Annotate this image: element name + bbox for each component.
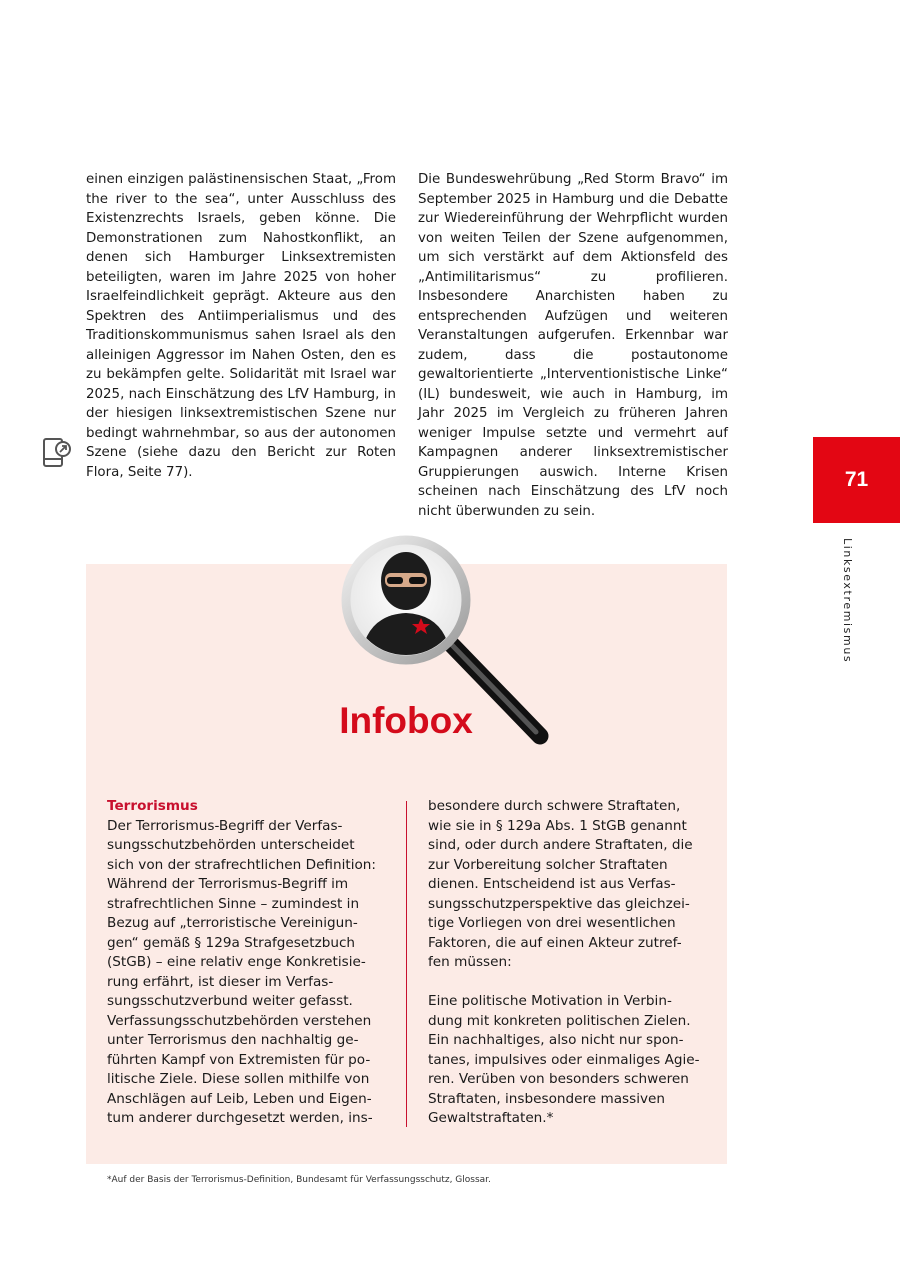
page-number-tab [813,437,900,523]
infobox-line: wie sie in § 129a Abs. 1 StGB genannt [428,817,687,834]
infobox-line: führten Kampf von Extremisten für po- [107,1051,371,1068]
infobox-line: Anschlägen auf Leib, Leben und Eigen- [107,1090,372,1107]
body-text-left: einen einzigen palästinensischen Staat, „From the river to the sea“, unter Ausschluss des Existenzrechts Israels, geben könne. Die Demonstrationen zum Nahostkonflikt, an denen sich Hamburger Linksextremisten beteiligten, waren im Jahre 2025 von hoher Israelfeindlichkeit geprägt. Akteure aus den Spektren des Antiimperialismus und des Traditionskommunismus sahen Israel als den alleinigen Aggressor im Nahen Osten, den es zu bekämpfen gelte. Solidarität mit Israel war 2025, nach Einschätzung des LfV Hamburg, in der hiesigen linksextremistischen Szene nur bedingt wahrnehmbar, so aus der autonomen Szene (siehe dazu den Bericht zur Roten Flora, Seite 77). [86,172,396,480]
infobox-line: Während der Terrorismus-Begriff im [107,876,349,892]
body-column-right [418,170,728,521]
infobox-line: litische Ziele. Diese sollen mithilfe von [107,1071,370,1087]
page-reference-icon[interactable] [42,436,72,470]
infobox-line: sungsschutzperspektive das gleichzei- [428,895,690,912]
infobox-line: Der Terrorismus-Begriff der Verfas- [107,817,343,834]
infobox-line: dung mit konkreten politischen Zielen. [428,1012,691,1029]
infobox-line: zur Vorbereitung solcher Straftaten [428,856,668,873]
infobox-line: Bezug auf „terroristische Vereinigun- [107,915,358,931]
body-column-left [86,170,396,482]
infobox-line: tige Vorliegen von drei wesentlichen [428,915,676,931]
infobox-line: Faktoren, die auf einen Akteur zutref- [428,934,682,951]
infobox-line: sich von der strafrechtlichen Definition: [107,856,377,873]
page-number: 71 [844,468,869,491]
infobox-line: Straftaten, insbesondere massiven [428,1090,666,1107]
infobox-line [428,973,706,993]
body-text-right: Die Bundeswehrübung „Red Storm Bravo“ im September 2025 in Hamburg und die Debatte zur Wiedereinführung der Wehrpflicht wurden von weiten Teilen der Szene aufgenommen, um sich verstärkt auf dem Aktionsfeld des „Antimilitarismus“ zu profilieren. Insbesondere Anarchisten haben zu entsprechenden Aufzügen und weiteren Veranstaltungen aufgerufen. Erkennbar war zudem, dass die postautonome gewaltorientierte „Interventionistische Linke“ (IL) bundesweit, wie auch in Hamburg, im Jahr 2025 im Vergleich zu früheren Jahren weniger Impulse setzte und vermehrt auf Kampagnen anderer linksextremistischer Gruppierungen auswich. Interne Krisen scheinen nach Einschätzung des LfV noch nicht überwunden zu sein. [418,172,728,519]
infobox-line: gen“ gemäß § 129a Strafgesetzbuch [107,934,356,951]
footnote: *Auf der Basis der Terrorismus-Definition, Bundesamt für Verfassungsschutz, Glossar. [107,1175,491,1185]
infobox-column-divider [406,801,407,1127]
section-label-text: Linksextremismus [841,538,854,664]
infobox-line: fen müssen: [428,954,512,970]
infobox-line: Ein nachhaltiges, also nicht nur spon- [428,1032,684,1048]
infobox-line: sungsschutzbehörden unterscheidet [107,837,355,853]
section-label [812,538,898,664]
infobox-line: rung erfährt, ist dieser im Verfas- [107,973,334,990]
infobox-line: ren. Verüben von besonders schweren [428,1071,689,1087]
infobox-line: besondere durch schwere Straftaten, [428,798,681,814]
infobox-line: tum anderer durchgesetzt werden, ins- [107,1110,373,1126]
infobox-column-left [107,797,385,1129]
infobox-line: Eine politische Motivation in Verbin- [428,993,672,1009]
infobox-title: Infobox [339,700,473,741]
infobox-line: strafrechtlichen Sinne – zumindest in [107,895,360,912]
infobox-line: unter Terrorismus den nachhaltig ge- [107,1032,359,1048]
infobox-line: sungsschutzverbund weiter gefasst. [107,993,353,1009]
infobox-line: Gewaltstraftaten.* [428,1110,554,1126]
infobox-line: Verfassungsschutzbehörden verstehen [107,1012,372,1029]
infobox-line: dienen. Entscheidend ist aus Verfas- [428,876,676,892]
infobox-line: sind, oder durch andere Straftaten, die [428,837,693,853]
infobox-column-right [428,797,706,1129]
infobox-heading: Terrorismus [107,798,198,814]
infobox-line: tanes, impulsives oder einmaliges Agie- [428,1051,700,1068]
infobox-line: (StGB) – eine relativ enge Konkretisie- [107,954,366,970]
